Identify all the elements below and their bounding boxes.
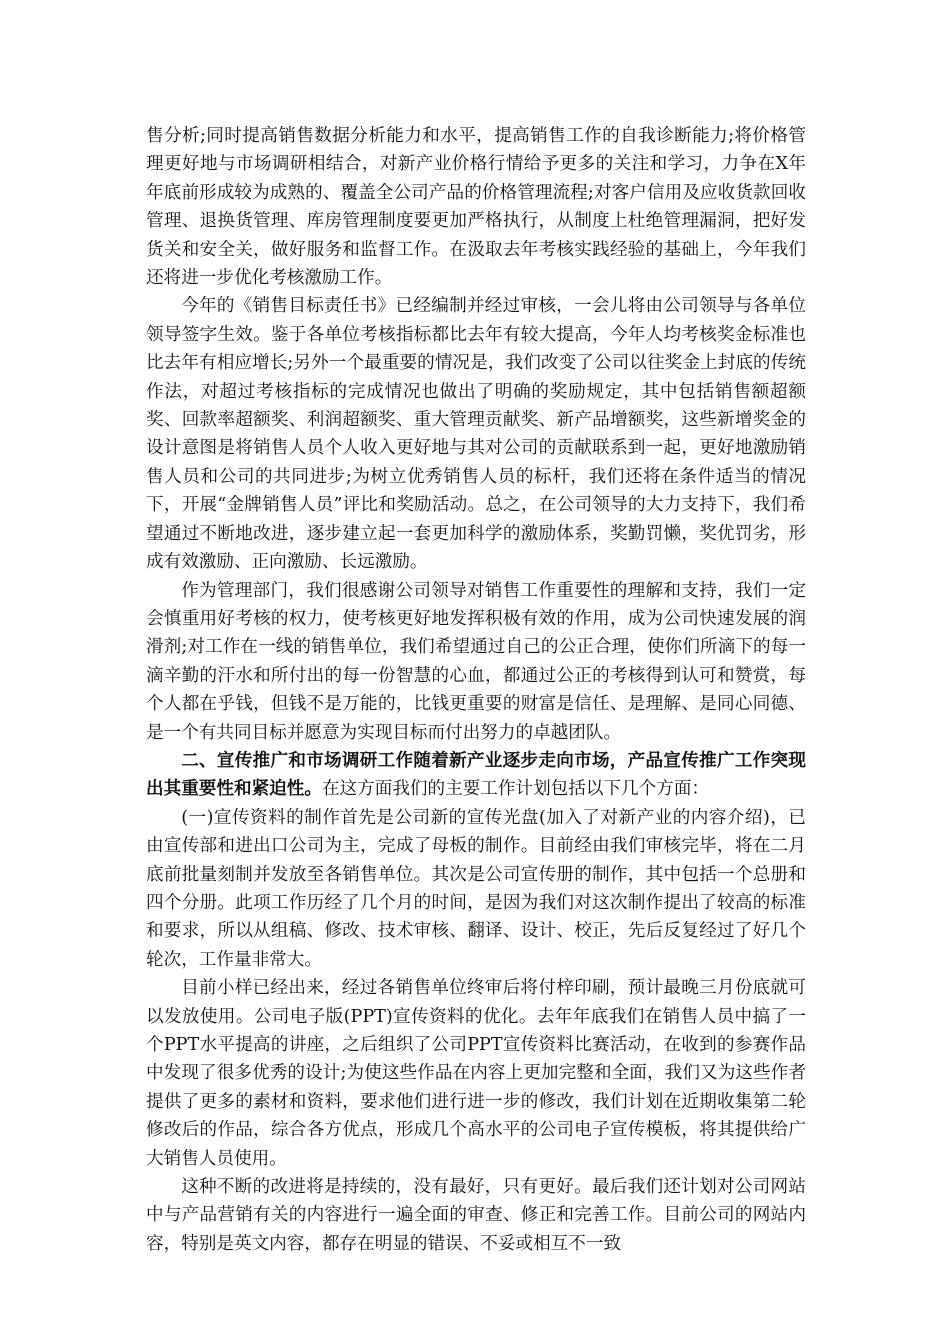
section-2-paragraph [146,747,806,804]
paragraph-2: 今年的《销售目标责任书》已经编制并经过审核，一会儿将由公司领导与各单位领导签字生效。鉴于各单位考核指标都比去年有较大提高，今年人均考核奖金标准也比去年有相应增长;另外一个最重要的情况是，我们改变了公司以往奖金上封底的传统作法，对超过考核指标的完成情况也做出了明确的奖励规定，其中包括销售额超额奖、回款率超额奖、利润超额奖、重大管理贡献奖、新产品增额奖，这些新增奖金的设计意图是将销售人员个人收入更好地与其对公司的贡献联系到一起，更好地激励销售人员和公司的共同进步;为树立优秀销售人员的标杆，我们还将在条件适当的情况下，开展“金牌销售人员”评比和奖励活动。总之，在公司领导的大力支持下，我们希望通过不断地改进，逐步建立起一套更加科学的激励体系，奖勤罚懒，奖优罚劣，形成有效激励、正向激励、长远激励。 [146,296,806,573]
section-2-heading: 二、宣传推广和市场调研工作随着新产业逐步走向市场，产品宣传推广工作突现出其重要性和紧迫性。 [146,749,806,800]
document-page [146,122,806,1258]
paragraph-4: (一)宣传资料的制作首先是公司新的宣传光盘(加入了对新产业的内容介绍)，已由宣传部和进出口公司为主，完成了母板的制作。目前经由我们审核完毕，将在二月底前批量刻制并发放至各销售单位。其次是公司宣传册的制作，其中包括一个总册和四个分册。此项工作历经了几个月的时间，是因为我们对这次制作提出了较高的标准和要求，所以从组稿、修改、技术审核、翻译、设计、校正，先后反复经过了好几个轮次，工作量非常大。 [146,807,806,970]
paragraph-6: 这种不断的改进将是持续的，没有最好，只有更好。最后我们还计划对公司网站中与产品营销有关的内容进行一遍全面的审查、修正和完善工作。目前公司的网站内容，特别是英文内容，都存在明显的错误、不妥或相互不一致 [146,1177,806,1254]
paragraph-3: 作为管理部门，我们很感谢公司领导对销售工作重要性的理解和支持，我们一定会慎重用好考核的权力，使考核更好地发挥积极有效的作用，成为公司快速发展的润滑剂;对工作在一线的销售单位，我们希望通过自己的公正合理，使你们所滴下的每一滴辛勤的汗水和所付出的每一份智慧的心血，都通过公正的考核得到认可和赞赏，每个人都在乎钱，但钱不是万能的，比钱更重要的财富是信任、是理解、是同心同德、是一个有共同目标并愿意为实现目标而付出努力的卓越团队。 [146,580,806,743]
paragraph-1: 售分析;同时提高销售数据分析能力和水平，提高销售工作的自我诊断能力;将价格管理更好地与市场调研相结合，对新产业价格行情给予更多的关注和学习，力争在X年年底前形成较为成熟的、覆盖全公司产品的价格管理流程;对客户信用及应收货款回收管理、退换货管理、库房管理制度要更加严格执行，从制度上杜绝管理漏洞，把好发货关和安全关，做好服务和监督工作。在汲取去年考核实践经验的基础上，今年我们还将进一步优化考核激励工作。 [146,126,806,289]
section-2-intro: 在这方面我们的主要工作计划包括以下几个方面： [321,779,710,800]
paragraph-5: 目前小样已经出来，经过各销售单位终审后将付梓印刷，预计最晚三月份底就可以发放使用。公司电子版(PPT)宣传资料的优化。去年年底我们在销售人员中搞了一个PPT水平提高的讲座，之后组织了公司PPT宣传资料比赛活动，在收到的参赛作品中发现了很多优秀的设计;为使这些作品在内容上更加完整和全面，我们又为这些作者提供了更多的素材和资料，要求他们进行进一步的修改，我们计划在近期收集第二轮修改后的作品，综合各方优点，形成几个高水平的公司电子宣传模板，将其提供给广大销售人员使用。 [146,978,806,1169]
